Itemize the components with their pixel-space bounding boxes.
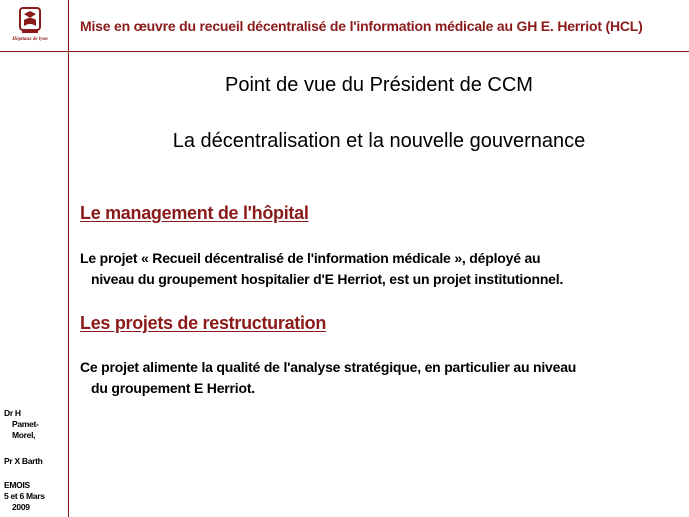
author-1-line: Dr H — [4, 408, 21, 418]
section-text-line: Ce projet alimente la qualité de l'analyse stratégique, en particulier au niveau — [80, 359, 577, 375]
author-1 — [4, 408, 39, 441]
header-title: Mise en œuvre du recueil décentralisé de l'information médicale au GH E. Herriot (HCL) — [80, 18, 643, 34]
event-line: 2009 — [12, 502, 30, 512]
section-text-line: niveau du groupement hospitalier d'E Herriot, est un projet institutionnel. — [91, 271, 564, 287]
author-1-line: Morel, — [12, 430, 36, 440]
section-text-restructuring — [80, 357, 680, 399]
slide-subtitle-2: La décentralisation et la nouvelle gouvernance — [172, 130, 586, 152]
event-line: 5 et 6 Mars — [4, 491, 45, 501]
author-2: Pr X Barth — [4, 456, 43, 466]
section-text-management — [80, 248, 680, 290]
hcl-emblem-icon — [18, 6, 42, 36]
author-1-line: Pamet- — [12, 419, 39, 429]
event-info — [4, 480, 45, 513]
section-heading-restructuring: Les projets de restructuration — [80, 313, 327, 333]
event-line: EMOIS — [4, 480, 30, 490]
logo-text: Hôpitaux de lyon — [12, 37, 48, 42]
section-text-line: Le projet « Recueil décentralisé de l'information médicale », déployé au — [80, 250, 541, 266]
section-text-line: du groupement E Herriot. — [91, 380, 255, 396]
hospital-logo — [8, 6, 52, 50]
section-heading-management: Le management de l'hôpital — [80, 203, 309, 223]
header-divider — [0, 51, 689, 52]
slide-subtitle-1: Point de vue du Président de CCM — [225, 74, 533, 96]
